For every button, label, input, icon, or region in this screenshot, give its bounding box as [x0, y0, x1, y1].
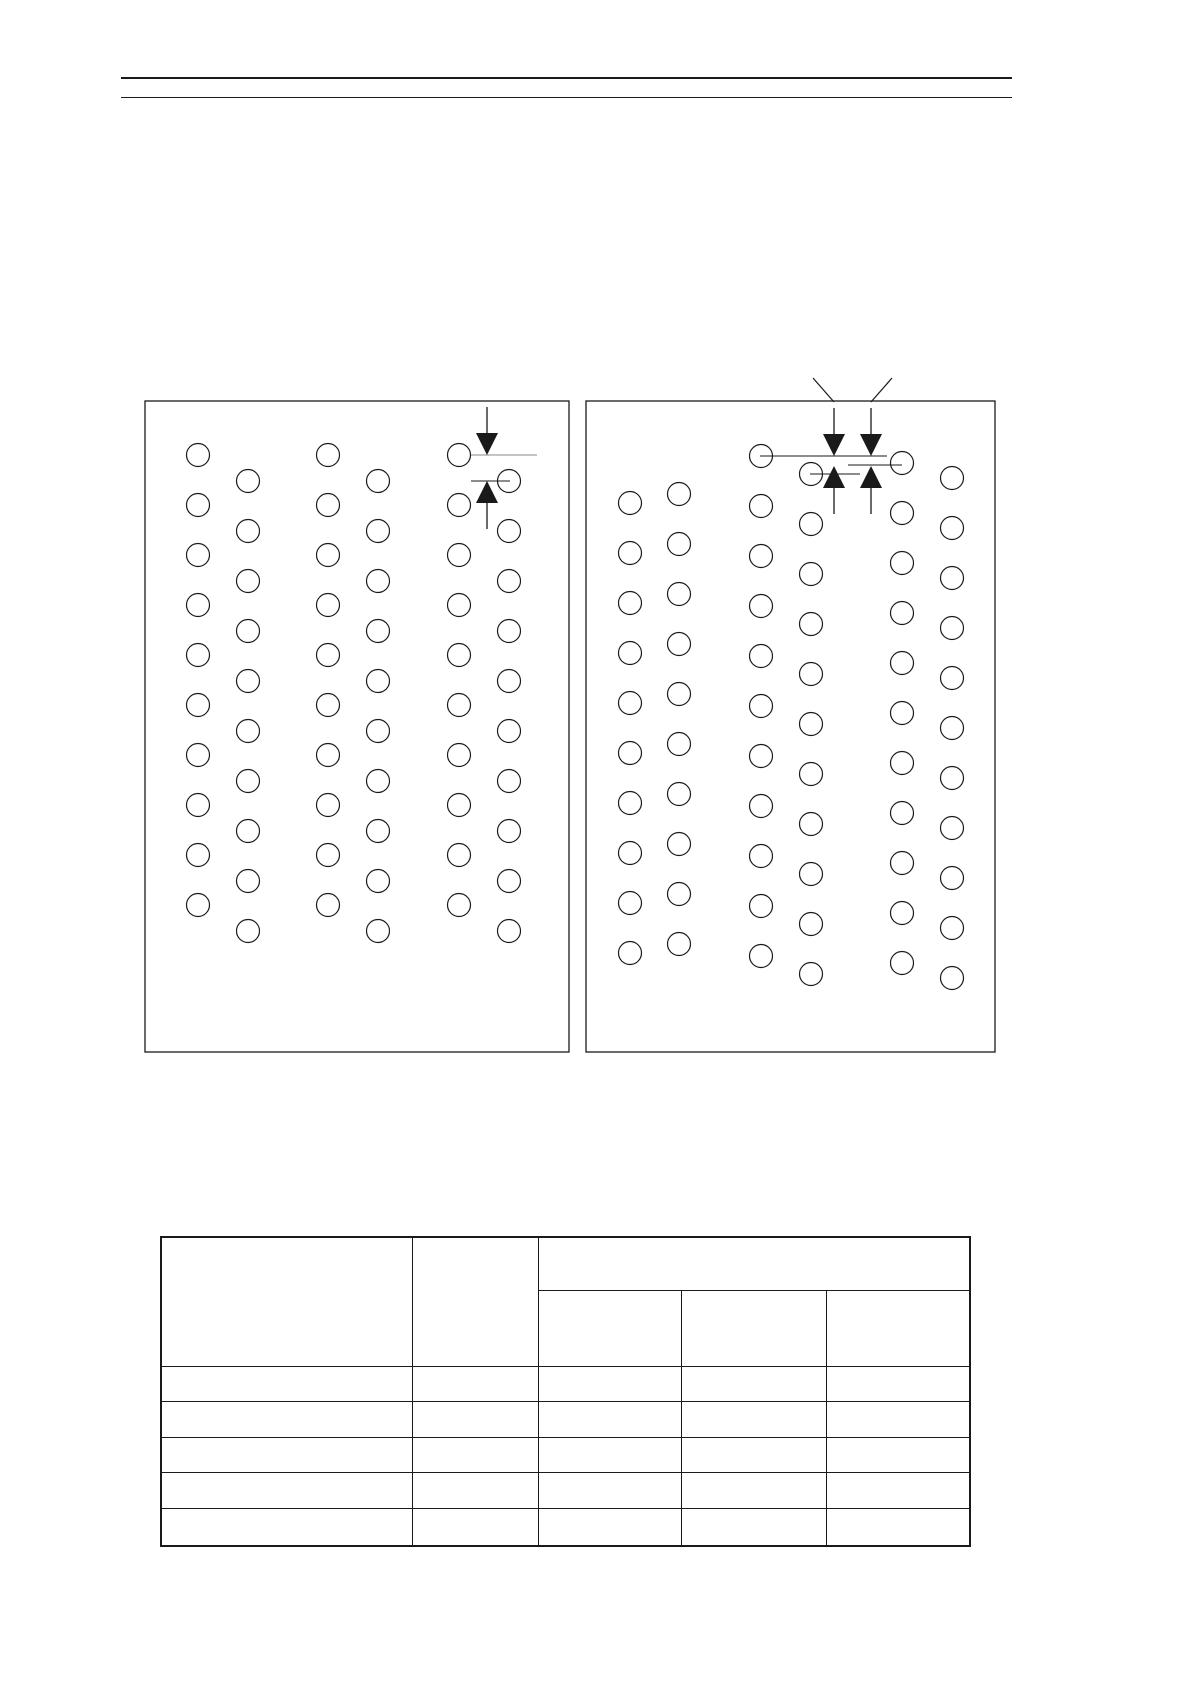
nozzle-dot: [800, 963, 823, 986]
table-cell: [538, 1366, 681, 1402]
nozzle-dot: [941, 517, 964, 540]
spec-table: [160, 1236, 969, 1547]
nozzle-dot: [668, 583, 691, 606]
nozzle-dot: [668, 733, 691, 756]
nozzle-dot: [941, 667, 964, 690]
triangle-arrow-icon: [823, 466, 845, 488]
triangle-arrow-icon: [860, 434, 882, 456]
table-row: [161, 1508, 970, 1546]
table-cell: [681, 1508, 826, 1546]
nozzle-dot: [619, 542, 642, 565]
nozzle-dot: [668, 833, 691, 856]
table-cell: [161, 1473, 412, 1509]
table-header-cell: [412, 1237, 538, 1366]
nozzle-dot: [668, 633, 691, 656]
nozzle-dot: [941, 717, 964, 740]
nozzle-dot: [750, 945, 773, 968]
nozzle-dot: [891, 902, 914, 925]
nozzle-dot: [941, 467, 964, 490]
nozzle-dot: [891, 802, 914, 825]
table-cell: [161, 1402, 412, 1438]
nozzle-dot: [891, 652, 914, 675]
nozzle-dot: [750, 545, 773, 568]
table-cell: [161, 1437, 412, 1473]
nozzle-dot: [891, 502, 914, 525]
nozzle-dot: [941, 867, 964, 890]
nozzle-dot: [891, 952, 914, 975]
table-cell: [412, 1508, 538, 1546]
nozzle-dot: [750, 795, 773, 818]
nozzle-dot: [750, 745, 773, 768]
nozzle-dot: [891, 702, 914, 725]
nozzle-dot: [891, 852, 914, 875]
nozzle-dot: [750, 695, 773, 718]
table-cell: [538, 1473, 681, 1509]
leader-line: [871, 378, 892, 402]
table-cell: [826, 1437, 970, 1473]
nozzle-dot: [668, 483, 691, 506]
table-cell: [681, 1366, 826, 1402]
nozzle-dot: [800, 713, 823, 736]
nozzle-dot: [800, 663, 823, 686]
nozzle-dot: [750, 595, 773, 618]
leader-line: [813, 378, 834, 402]
table-cell: [538, 1437, 681, 1473]
nozzle-dot: [619, 942, 642, 965]
nozzle-dot: [750, 645, 773, 668]
nozzle-dot: [800, 763, 823, 786]
nozzle-dot: [941, 817, 964, 840]
nozzle-dot: [750, 845, 773, 868]
nozzle-dot: [941, 917, 964, 940]
nozzle-dot: [668, 933, 691, 956]
nozzle-dot: [619, 492, 642, 515]
table-row: [161, 1366, 970, 1402]
nozzle-dot: [619, 842, 642, 865]
nozzle-dot: [891, 452, 914, 475]
nozzle-dot: [941, 967, 964, 990]
nozzle-dot: [891, 552, 914, 575]
nozzle-dot: [800, 613, 823, 636]
table-cell: [161, 1366, 412, 1402]
nozzle-dot: [619, 792, 642, 815]
table-cell: [826, 1366, 970, 1402]
table-cell: [681, 1437, 826, 1473]
table-cell: [826, 1473, 970, 1509]
nozzle-dot: [800, 563, 823, 586]
nozzle-dot: [619, 642, 642, 665]
table-cell: [161, 1508, 412, 1546]
table-cell: [412, 1402, 538, 1438]
nozzle-dot: [668, 533, 691, 556]
table-cell: [826, 1402, 970, 1438]
nozzle-dot: [941, 617, 964, 640]
diagram-frame: [586, 401, 995, 1052]
nozzle-dot: [891, 752, 914, 775]
table-row: [161, 1402, 970, 1438]
table-header-cell: [161, 1237, 412, 1366]
table-header-cell: [681, 1290, 826, 1366]
nozzle-dot: [891, 602, 914, 625]
nozzle-dot: [668, 683, 691, 706]
triangle-arrow-icon: [860, 466, 882, 488]
nozzle-dot: [800, 813, 823, 836]
nozzle-dot: [800, 913, 823, 936]
nozzle-dot: [941, 767, 964, 790]
table-header-cell: [538, 1237, 970, 1290]
table-cell: [412, 1437, 538, 1473]
nozzle-dot: [668, 783, 691, 806]
nozzle-dot: [800, 863, 823, 886]
nozzle-dot: [941, 567, 964, 590]
table-header-cell: [826, 1290, 970, 1366]
table-row: [161, 1473, 970, 1509]
nozzle-dot: [619, 692, 642, 715]
table-cell: [681, 1473, 826, 1509]
table-cell: [538, 1402, 681, 1438]
table-cell: [412, 1473, 538, 1509]
nozzle-dot: [619, 592, 642, 615]
nozzle-dot: [619, 742, 642, 765]
table-cell: [412, 1366, 538, 1402]
nozzle-dot: [800, 513, 823, 536]
table-cell: [681, 1402, 826, 1438]
triangle-arrow-icon: [823, 434, 845, 456]
nozzle-dot: [750, 895, 773, 918]
nozzle-dot: [619, 892, 642, 915]
table-header-cell: [538, 1290, 681, 1366]
table-cell: [826, 1508, 970, 1546]
nozzle-dot: [750, 495, 773, 518]
table-cell: [538, 1508, 681, 1546]
table-row: [161, 1437, 970, 1473]
nozzle-dot: [668, 883, 691, 906]
